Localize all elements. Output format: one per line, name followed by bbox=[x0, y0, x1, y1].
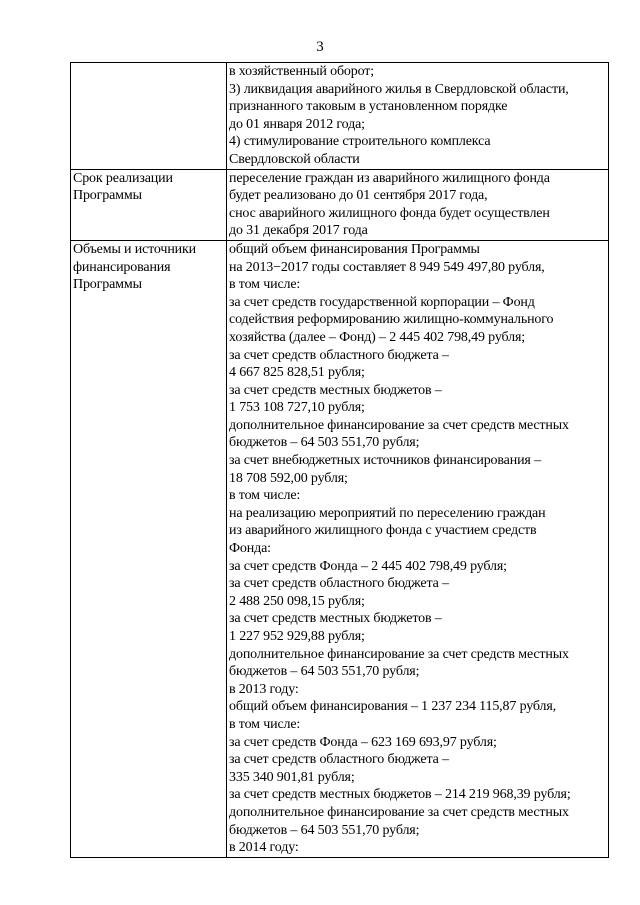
content-line: из аварийного жилищного фонда с участием средств bbox=[229, 523, 537, 539]
content-line: за счет средств Фонда – 623 169 693,97 рубля; bbox=[229, 734, 497, 750]
content-line: Фонда: bbox=[229, 541, 271, 557]
content-line: переселение граждан из аварийного жилищного фонда bbox=[229, 170, 550, 186]
content-line: 1 227 952 929,88 рубля; bbox=[229, 629, 365, 644]
content-line: за счет средств Фонда – 2 445 402 798,49 рубля; bbox=[229, 558, 507, 574]
content-line: за счет средств областного бюджета – bbox=[229, 576, 449, 592]
program-passport-table bbox=[70, 62, 609, 858]
content-line: дополнительное финансирование за счет средств местных bbox=[229, 804, 569, 820]
content-line: за счет средств местных бюджетов – bbox=[229, 611, 442, 627]
content-line: признанного таковым в установленном порядке bbox=[229, 99, 508, 115]
content-line: на 2013−2017 годы составляет 8 949 549 497,80 рубля, bbox=[229, 259, 545, 275]
content-line: до 01 января 2012 года; bbox=[229, 116, 365, 132]
content-line: общий объем финансирования – 1 237 234 115,87 рубля, bbox=[229, 699, 557, 715]
content-line: 4 667 825 828,51 рубля; bbox=[229, 365, 365, 381]
row-content-cell bbox=[227, 63, 609, 170]
content-line: 3) ликвидация аварийного жилья в Свердловской области, bbox=[229, 81, 569, 97]
table-row bbox=[71, 240, 609, 857]
content-line: за счет внебюджетных источников финансирования – bbox=[229, 453, 541, 469]
row-label-cell bbox=[71, 169, 227, 240]
content-line: Свердловской области bbox=[229, 151, 360, 167]
content-line: содействия реформированию жилищно-коммунального bbox=[229, 312, 554, 328]
row-content-cell bbox=[227, 240, 609, 857]
content-line: в том числе: bbox=[229, 488, 301, 504]
content-line: 335 340 901,81 рубля; bbox=[229, 769, 355, 785]
content-line: общий объем финансирования Программы bbox=[229, 241, 480, 257]
label-line: финансирования bbox=[73, 259, 171, 275]
content-line: в 2014 году: bbox=[229, 840, 299, 856]
content-line: в хозяйственный оборот; bbox=[229, 64, 374, 79]
row-label-cell bbox=[71, 240, 227, 857]
label-line: Срок реализации bbox=[73, 170, 173, 186]
content-line: бюджетов – 64 503 551,70 рубля; bbox=[229, 664, 420, 680]
label-line: Объемы и источники bbox=[73, 241, 196, 257]
content-line: бюджетов – 64 503 551,70 рубля; bbox=[229, 435, 420, 451]
label-line: Программы bbox=[73, 188, 142, 204]
content-line: за счет средств местных бюджетов – bbox=[229, 382, 442, 398]
content-line: дополнительное финансирование за счет средств местных bbox=[229, 417, 569, 433]
content-line: 2 488 250 098,15 рубля; bbox=[229, 593, 365, 609]
content-line: в том числе: bbox=[229, 716, 301, 732]
content-line: за счет средств местных бюджетов – 214 219 968,39 рубля; bbox=[229, 787, 571, 803]
content-line: будет реализовано до 01 сентября 2017 года, bbox=[229, 188, 488, 204]
content-line: бюджетов – 64 503 551,70 рубля; bbox=[229, 822, 420, 838]
content-line: на реализацию мероприятий по переселению граждан bbox=[229, 505, 546, 521]
content-line: снос аварийного жилищного фонда будет осуществлен bbox=[229, 205, 550, 221]
content-line: за счет средств областного бюджета – bbox=[229, 347, 449, 363]
table-row bbox=[71, 63, 609, 170]
content-line: 1 753 108 727,10 рубля; bbox=[229, 400, 365, 416]
content-line: 18 708 592,00 рубля; bbox=[229, 470, 348, 486]
content-line: за счет средств государственной корпорации – Фонд bbox=[229, 294, 535, 310]
content-line: дополнительное финансирование за счет средств местных bbox=[229, 646, 569, 662]
label-line: Программы bbox=[73, 277, 142, 293]
content-line: до 31 декабря 2017 года bbox=[229, 223, 368, 239]
content-line: в 2013 году: bbox=[229, 681, 299, 697]
content-line: хозяйства (далее – Фонд) – 2 445 402 798,49 рубля; bbox=[229, 329, 525, 345]
row-label-cell bbox=[71, 63, 227, 170]
content-line: 4) стимулирование строительного комплекса bbox=[229, 134, 491, 150]
content-line: в том числе: bbox=[229, 277, 301, 293]
row-content-cell bbox=[227, 169, 609, 240]
content-line: за счет средств областного бюджета – bbox=[229, 752, 449, 768]
page-number: 3 bbox=[316, 39, 324, 55]
table-row bbox=[71, 169, 609, 240]
